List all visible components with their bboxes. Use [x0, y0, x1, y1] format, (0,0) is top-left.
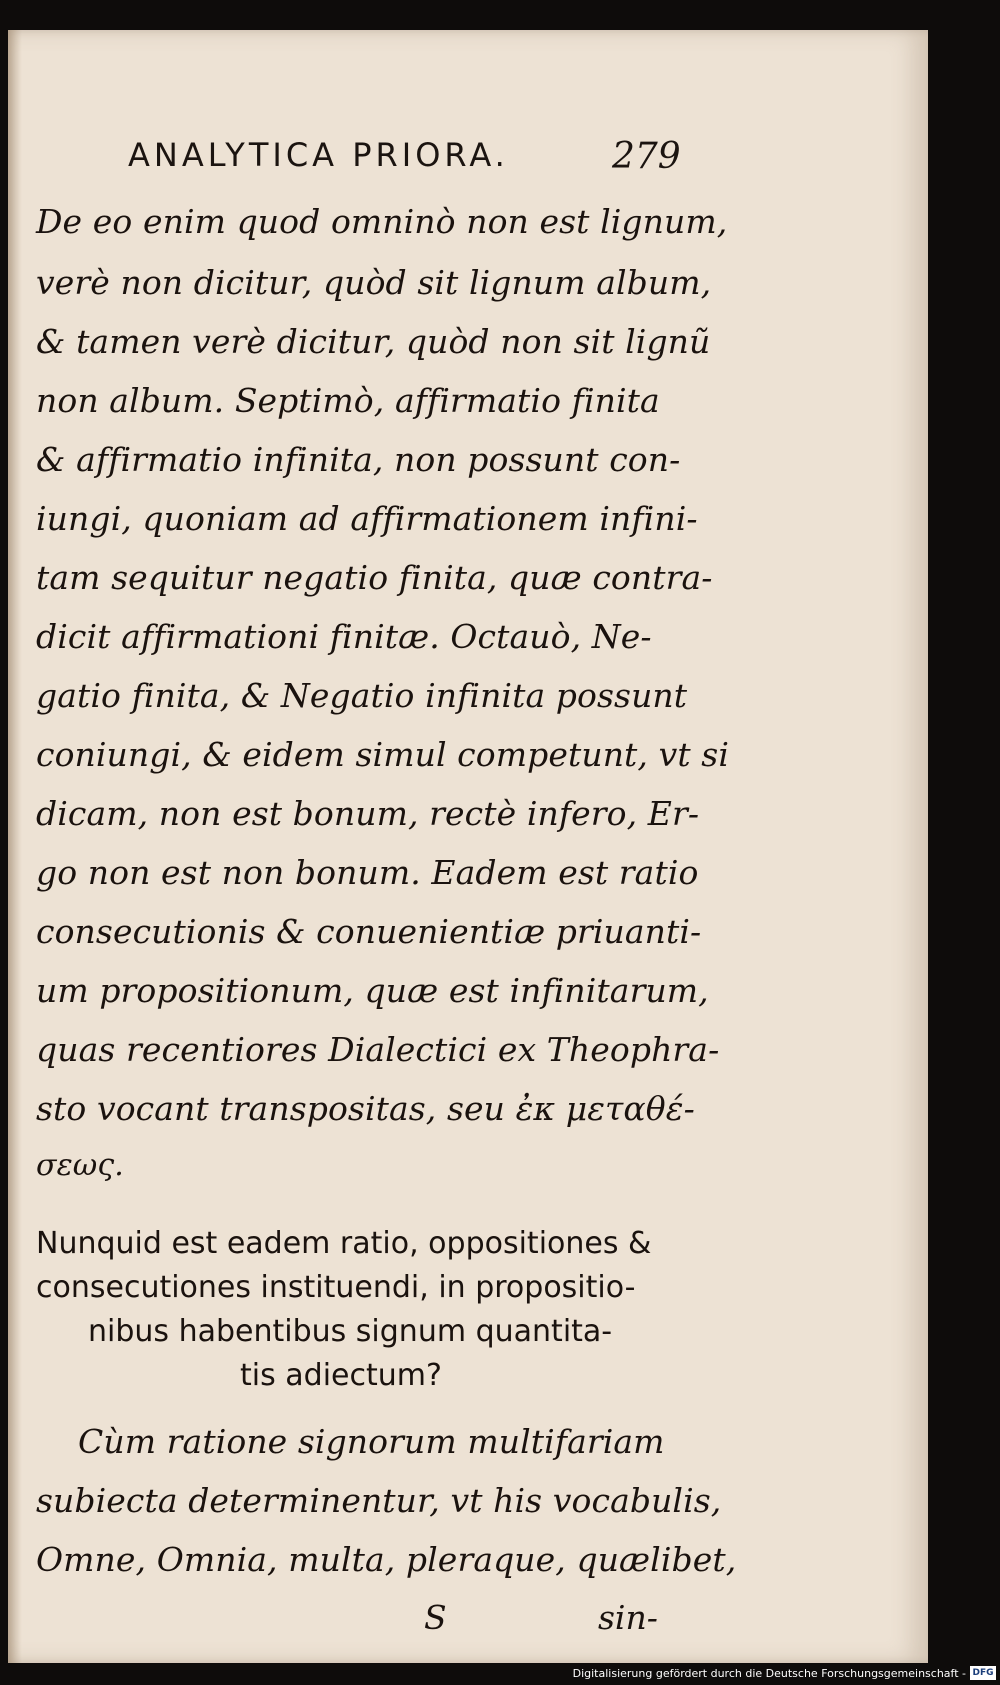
page-number: 279	[612, 136, 681, 177]
body-line: sto vocant transpositas, seu ἐκ μεταθέ-	[36, 1089, 695, 1128]
page-gutter-shadow	[8, 30, 22, 1663]
question-heading-line: tis adiectum?	[240, 1358, 442, 1393]
answer-line: Cùm ratione signorum multifariam	[78, 1422, 665, 1461]
answer-line: Omne, Omnia, multa, pleraque, quælibet,	[36, 1540, 737, 1579]
body-line: coniungi, & eidem simul competunt, vt si	[36, 735, 729, 774]
question-heading-line: Nunquid est eadem ratio, oppositiones &	[36, 1226, 652, 1261]
body-line: quas recentiores Dialectici ex Theophra-	[36, 1030, 720, 1069]
body-line: dicam, non est bonum, rectè infero, Er-	[36, 794, 700, 833]
body-line: & affirmatio infinita, non possunt con-	[36, 440, 681, 479]
body-line: um propositionum, quæ est infinitarum,	[36, 971, 709, 1010]
body-line: De eo enim quod omninò non est lignum,	[36, 202, 728, 241]
body-line: & tamen verè dicitur, quòd non sit lignũ	[36, 322, 711, 361]
body-line: tam sequitur negatio finita, quæ contra-	[36, 558, 713, 597]
body-line: iungi, quoniam ad affirmationem infini-	[36, 499, 698, 538]
answer-line: subiecta determinentur, vt his vocabulis,	[36, 1481, 722, 1520]
body-line: gatio finita, & Negatio infinita possunt	[36, 676, 688, 715]
signature-mark: S	[424, 1598, 447, 1637]
dfg-logo: DFG	[970, 1666, 996, 1680]
catchword: sin-	[598, 1598, 658, 1637]
question-heading-line: nibus habentibus signum quantita-	[88, 1314, 613, 1349]
body-line: non album. Septimò, affirmatio finita	[36, 381, 660, 420]
body-line: verè non dicitur, quòd sit lignum album,	[36, 263, 712, 302]
running-head: ANALYTICA PRIORA.	[128, 136, 509, 174]
body-line: go non est non bonum. Eadem est ratio	[36, 853, 699, 892]
body-line: dicit affirmationi finitæ. Octauò, Ne-	[36, 617, 652, 656]
question-heading-line: consecutiones instituendi, in propositio-	[36, 1270, 636, 1305]
digitization-credit: Digitalisierung gefördert durch die Deutsche Forschungsgemeinschaft -	[572, 1667, 966, 1680]
body-line: consecutionis & conuenientiæ priuanti-	[36, 912, 702, 951]
body-line: σεως.	[36, 1148, 124, 1183]
book-page	[8, 30, 928, 1663]
